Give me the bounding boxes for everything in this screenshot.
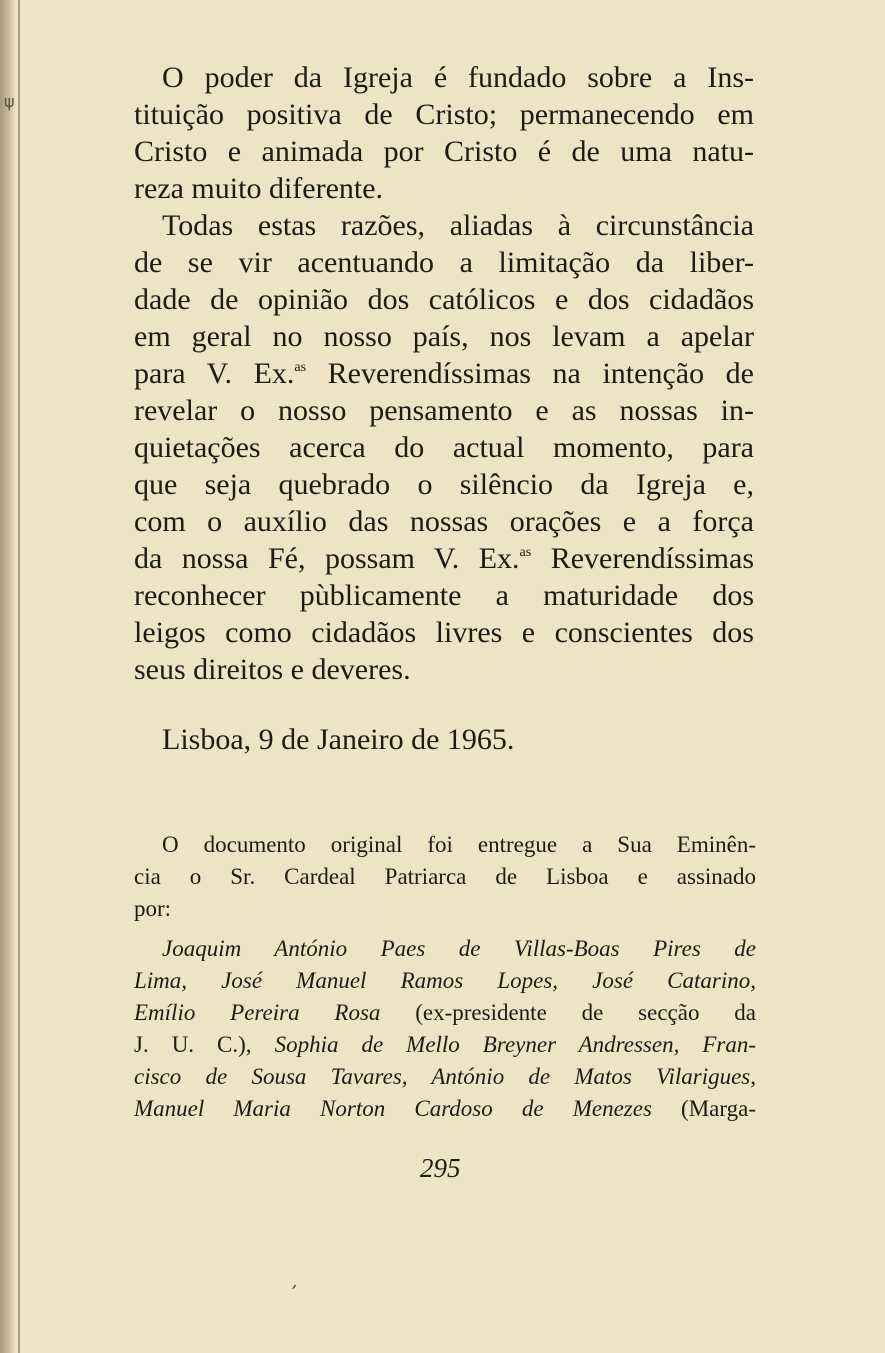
excellency-abbrev-1: para V. Ex. (134, 357, 295, 390)
note-line-2: cia o Sr. Cardeal Patriarca de Lisboa e assinado (134, 864, 756, 889)
paragraph-2-line-5 (134, 356, 754, 392)
paragraph-2-line-10-rest: Reverendíssimas (531, 542, 755, 575)
paragraph-1-line-1: O poder da Igreja é fundado sobre a Ins- (162, 61, 754, 94)
paragraph-2-line-2: de se vir acentuando a limitação da liber- (134, 246, 754, 279)
paragraph-2-line-7: quietações acerca do actual momento, para (134, 431, 754, 464)
note-line-3: por: (134, 896, 172, 921)
signatory-name-manuel: Manuel Maria Norton Cardoso de Menezes (134, 1096, 652, 1121)
margin-mark: ψ (4, 92, 15, 111)
paragraph-1-line-2: tituição positiva de Cristo; permanecendo em (134, 98, 754, 131)
book-spine-shadow (0, 0, 16, 1353)
signatories-line-2: Lima, José Manuel Ramos Lopes, José Catarino, (134, 968, 756, 993)
paragraph-2-line-8: que seja quebrado o silêncio da Igreja e, (134, 468, 754, 501)
page-number: 295 (420, 1153, 461, 1183)
paragraph-2-line-13: seus direitos e deveres. (134, 653, 411, 686)
paragraph-2-line-5-rest: Reverendíssimas na intenção de (306, 357, 755, 390)
excellency-abbrev-2: da nossa Fé, possam V. Ex. (134, 542, 520, 575)
paragraph-2-line-12: leigos como cidadãos livres e conscientes dos (134, 616, 754, 649)
paragraph-2-line-3: dade de opinião dos católicos e dos cidadãos (134, 283, 754, 316)
signatory-name-emilio: Emílio Pereira Rosa (134, 1000, 381, 1025)
paragraph-1-line-4: reza muito diferente. (134, 172, 384, 205)
date-line: Lisboa, 9 de Janeiro de 1965. (162, 723, 515, 756)
paragraph-2-line-1: Todas estas razões, aliadas à circunstância (162, 209, 754, 242)
signatories-line-6 (134, 1094, 756, 1124)
paragraph-2-line-10 (134, 541, 754, 577)
signatories-line-4 (134, 1030, 756, 1060)
signatories-line-5: cisco de Sousa Tavares, António de Matos Vilarigues, (134, 1064, 756, 1089)
signatory-name-sophia: Sophia de Mello Breyner Andressen, Fran- (274, 1032, 756, 1057)
print-speck: , (292, 1272, 298, 1291)
signatory-note-1: (ex-presidente de secção da (380, 1000, 756, 1025)
plural-superscript-1: as (294, 360, 307, 375)
paragraph-2-line-9: com o auxílio das nossas orações e a força (134, 505, 754, 538)
signatories-line-3 (134, 998, 756, 1028)
paragraph-1-line-3: Cristo e animada por Cristo é de uma natu- (134, 135, 754, 168)
paragraph-2-line-4: em geral no nosso país, nos levam a apelar (134, 320, 754, 353)
note-line-1: O documento original foi entregue a Sua Eminên- (162, 832, 756, 857)
signatory-note-3: (Marga- (651, 1096, 756, 1121)
signatory-note-2: J. U. C.), (134, 1032, 275, 1057)
plural-superscript-2: as (519, 545, 532, 560)
page-edge-line (18, 0, 20, 1353)
signatories-line-1: Joaquim António Paes de Villas-Boas Pires de (162, 936, 756, 961)
paragraph-2-line-11: reconhecer pùblicamente a maturidade dos (134, 579, 754, 612)
paragraph-2-line-6: revelar o nosso pensamento e as nossas in- (134, 394, 754, 427)
